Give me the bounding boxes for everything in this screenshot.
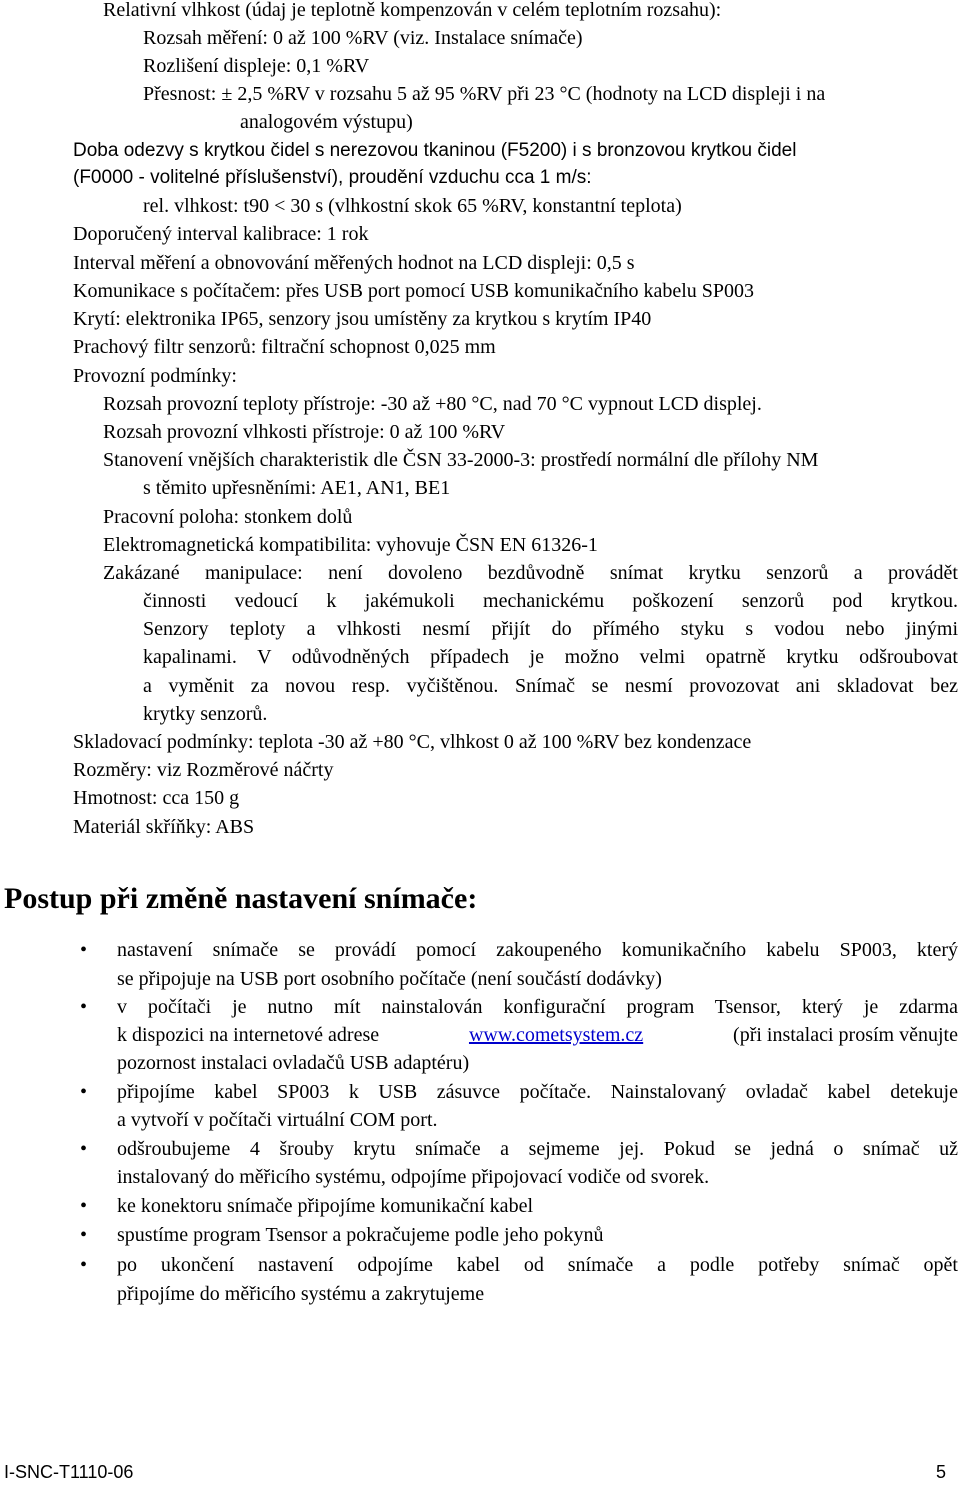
list-item: instalovaný do měřicího systému, odpojíme připojovací vodiče od svorek. [117, 1166, 710, 1188]
spec-line: Relativní vlhkost (údaj je teplotně kompenzován v celém teplotním rozsahu): [103, 0, 722, 21]
spec-line: Rozsah provozní vlhkosti přístroje: 0 až 100 %RV [103, 421, 506, 443]
spec-line: Komunikace s počítačem: přes USB port pomocí USB komunikačního kabelu SP003 [73, 280, 755, 302]
bullet-icon: • [80, 1224, 88, 1246]
spec-line: Rozsah měření: 0 až 100 %RV (viz. Instalace snímače) [143, 27, 583, 49]
bullet-icon: • [80, 1195, 88, 1217]
website-link[interactable]: www.cometsystem.cz [468, 1024, 644, 1046]
spec-line: Rozměry: viz Rozměrové náčrty [73, 759, 334, 781]
list-item: pozornost instalaci ovladačů USB adaptéru) [117, 1052, 470, 1074]
spec-line: Skladovací podmínky: teplota -30 až +80 °C, vlhkost 0 až 100 %RV bez kondenzace [73, 731, 752, 753]
spec-line: Doba odezvy s krytkou čidel s nerezovou tkaninou (F5200) i s bronzovou krytkou čidel [73, 140, 797, 161]
footer-doc-id: I-SNC-T1110-06 [4, 1462, 134, 1482]
list-item: nastavení snímače se provádí pomocí zakoupeného komunikačního kabelu SP003, který [117, 939, 958, 961]
spec-line: Doporučený interval kalibrace: 1 rok [73, 223, 369, 245]
spec-line: Krytí: elektronika IP65, senzory jsou umístěny za krytkou s krytím IP40 [73, 308, 652, 330]
spec-line: Pracovní poloha: stonkem dolů [103, 506, 353, 528]
bullet-icon: • [80, 996, 88, 1018]
bullet-icon: • [80, 939, 88, 961]
spec-line: rel. vlhkost: t90 < 30 s (vlhkostní skok 65 %RV, konstantní teplota) [143, 195, 682, 217]
spec-line: Senzory teploty a vlhkosti nesmí přijít do přímého styku s vodou nebo jinými [143, 618, 958, 640]
spec-line: Materiál skříňky: ABS [73, 816, 255, 838]
list-item: a vytvoří v počítači virtuální COM port. [117, 1109, 438, 1131]
list-item: se připojuje na USB port osobního počítače (není součástí dodávky) [117, 968, 662, 990]
spec-line: (F0000 - volitelné příslušenství), proudění vzduchu cca 1 m/s: [73, 167, 592, 188]
spec-line: Provozní podmínky: [73, 365, 237, 387]
spec-line: Zakázané manipulace: není dovoleno bezdůvodně snímat krytku senzorů a provádět [103, 562, 958, 584]
list-item: spustíme program Tsensor a pokračujeme podle jeho pokynů [117, 1224, 604, 1246]
spec-line: kapalinami. V odůvodněných případech je možno velmi opatrně krytku odšroubovat [143, 646, 958, 668]
spec-line: Interval měření a obnovování měřených hodnot na LCD displeji: 0,5 s [73, 252, 635, 274]
spec-line: analogovém výstupu) [240, 111, 413, 133]
spec-line: Prachový filtr senzorů: filtrační schopnost 0,025 mm [73, 336, 496, 358]
list-item: po ukončení nastavení odpojíme kabel od snímače a podle potřeby snímač opět [117, 1254, 958, 1276]
list-item: v počítači je nutno mít nainstalován konfigurační program Tsensor, který je zdarma [117, 996, 958, 1018]
spec-line: Stanovení vnějších charakteristik dle ČSN 33-2000-3: prostředí normální dle přílohy NM [103, 449, 819, 471]
list-item: ke konektoru snímače připojíme komunikační kabel [117, 1195, 533, 1217]
spec-line: činnosti vedoucí k jakémukoli mechanickému poškození senzorů pod krytkou. [143, 590, 958, 612]
bullet-icon: • [80, 1138, 88, 1160]
bullet-icon: • [80, 1254, 88, 1276]
list-item: připojíme kabel SP003 k USB zásuvce počítače. Nainstalovaný ovladač kabel detekuje [117, 1081, 958, 1103]
list-text: (při instalaci prosím věnujte [733, 1024, 958, 1046]
list-item: připojíme do měřicího systému a zakrytujeme [117, 1283, 485, 1305]
spec-line: Přesnost: ± 2,5 %RV v rozsahu 5 až 95 %RV při 23 °C (hodnoty na LCD displeji i na [143, 83, 826, 105]
spec-line: s těmito upřesněními: AE1, AN1, BE1 [143, 477, 451, 499]
footer-page-number: 5 [935, 1462, 946, 1482]
list-item [117, 1021, 958, 1049]
spec-line: krytky senzorů. [143, 703, 268, 725]
list-item: odšroubujeme 4 šrouby krytu snímače a sejmeme jej. Pokud se jedná o snímač už [117, 1138, 958, 1160]
spec-line: a vyměnit za novou resp. vyčištěnou. Snímač se nesmí provozovat ani skladovat bez [143, 675, 958, 697]
spec-line: Rozlišení displeje: 0,1 %RV [143, 55, 370, 77]
spec-line: Rozsah provozní teploty přístroje: -30 až +80 °C, nad 70 °C vypnout LCD displej. [103, 393, 762, 415]
spec-line: Elektromagnetická kompatibilita: vyhovuje ČSN EN 61326-1 [103, 534, 598, 556]
spec-line: Hmotnost: cca 150 g [73, 787, 240, 809]
list-text: k dispozici na internetové adrese [117, 1024, 380, 1046]
bullet-icon: • [80, 1081, 88, 1103]
section-heading: Postup při změně nastavení snímače: [4, 882, 478, 915]
